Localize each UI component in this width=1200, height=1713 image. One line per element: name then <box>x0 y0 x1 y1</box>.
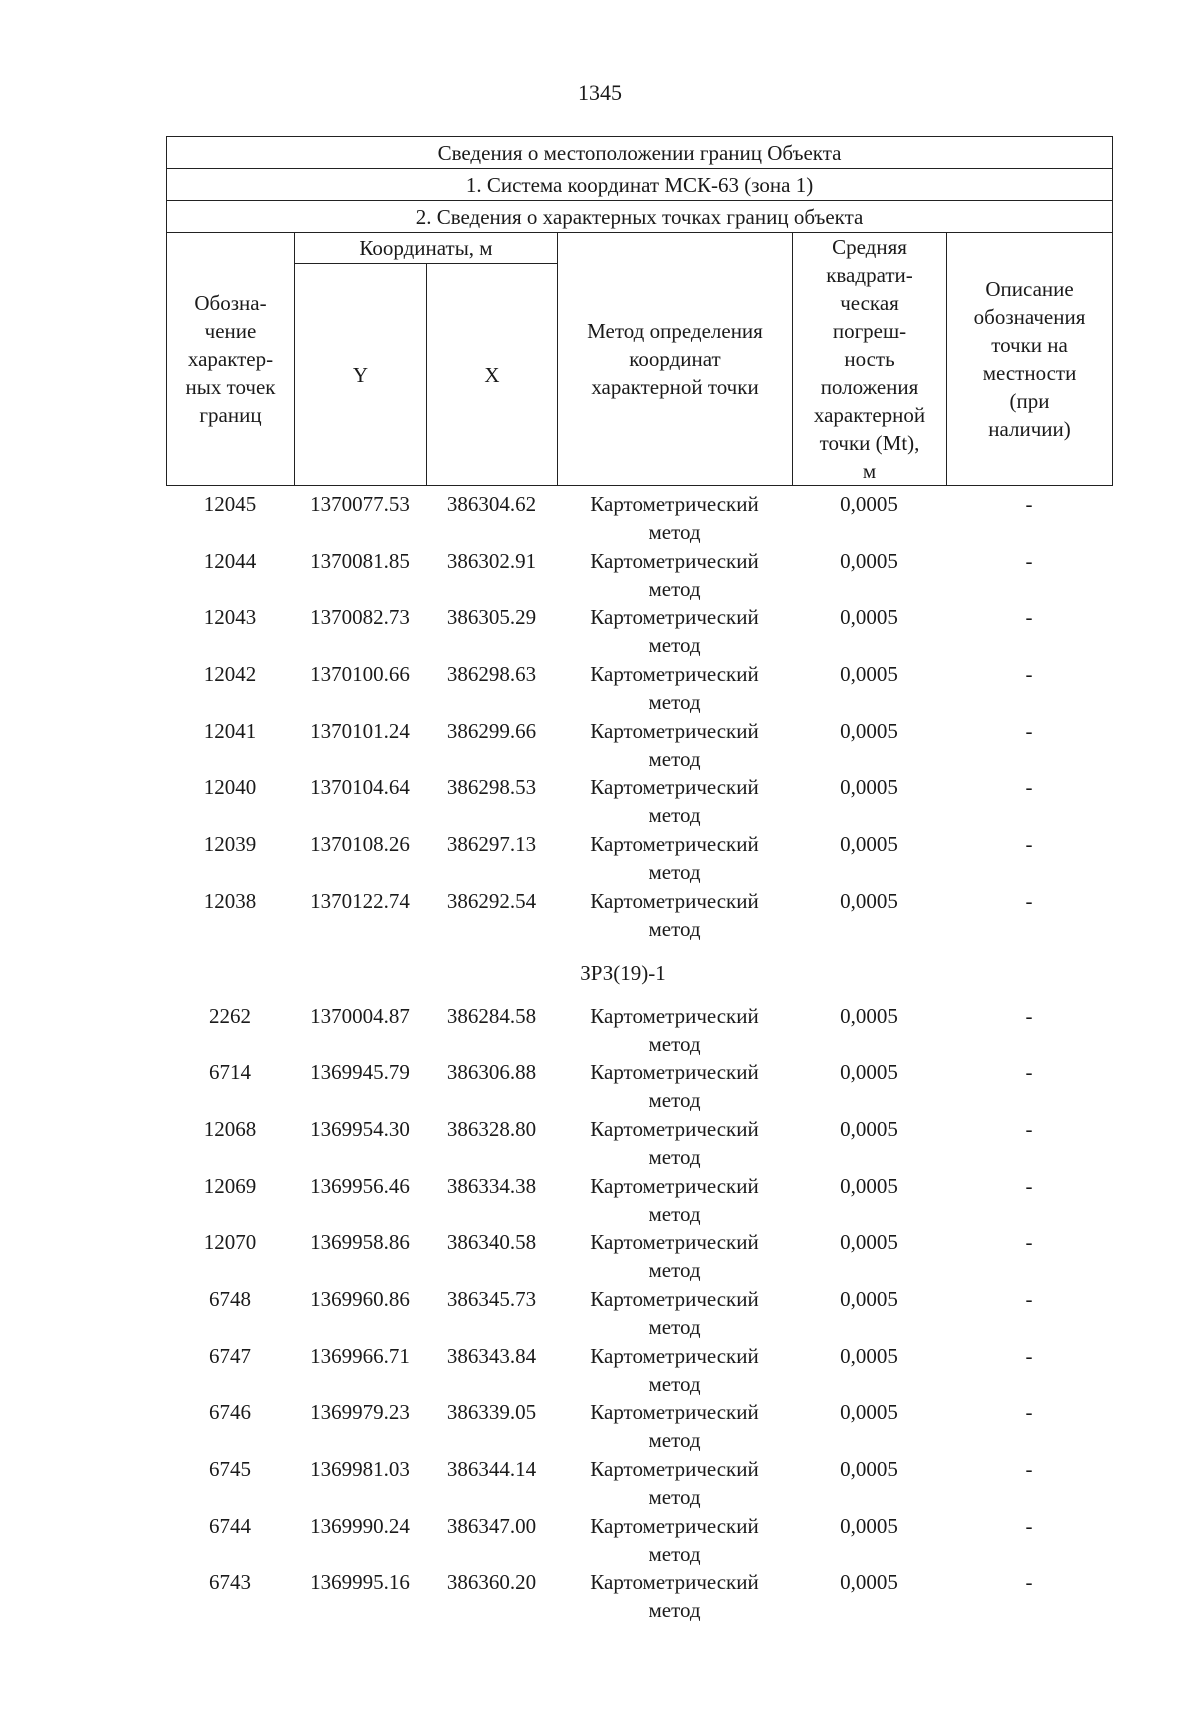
cell-method: Картометрический метод <box>590 775 759 828</box>
cell-coord-y: 1369960.86 <box>310 1286 410 1311</box>
col-header-y: Y <box>295 264 427 486</box>
cell-coord-x: 386306.88 <box>446 1060 537 1085</box>
table-row <box>166 490 1112 547</box>
cell-description: - <box>1025 832 1033 857</box>
cell-error: 0,0005 <box>840 1116 898 1141</box>
col-header-error: Средняя квадрати- ческая погреш- ность положения характерной точки (Mt), м <box>793 233 947 486</box>
cell-method: Картометрический метод <box>590 1116 759 1169</box>
cell-coord-y: 1369945.79 <box>310 1060 410 1085</box>
cell-coord-y: 1369981.03 <box>310 1457 410 1481</box>
cell-coord-x: 386299.66 <box>446 718 537 743</box>
table-row <box>166 1115 1112 1172</box>
cell-method: Картометрический метод <box>590 1286 759 1339</box>
cell-point-id: 6744 <box>209 1513 251 1538</box>
cell-description: - <box>1025 1513 1033 1538</box>
cell-point-id: 12040 <box>203 775 257 800</box>
col-header-method: Метод определения координат характерной точки <box>558 233 793 486</box>
cell-coord-x: 386340.58 <box>446 1230 537 1255</box>
cell-coord-x: 386347.00 <box>446 1513 537 1538</box>
cell-coord-y: 1369956.46 <box>310 1173 410 1198</box>
cell-point-id: 12044 <box>203 548 257 573</box>
table-subtitle: 2. Сведения о характерных точках границ объекта <box>167 201 1113 233</box>
cell-coord-y: 1370077.53 <box>310 492 410 516</box>
cell-coord-x: 386297.13 <box>446 832 537 857</box>
cell-method: Картометрический метод <box>590 1060 759 1113</box>
cell-error: 0,0005 <box>840 1400 898 1425</box>
table-row <box>166 603 1112 660</box>
cell-description: - <box>1025 662 1033 687</box>
cell-error: 0,0005 <box>840 548 898 573</box>
cell-error: 0,0005 <box>840 662 898 687</box>
cell-coord-x: 386344.14 <box>446 1457 537 1481</box>
cell-method: Картометрический метод <box>590 662 759 715</box>
table-row <box>166 1342 1112 1399</box>
cell-error: 0,0005 <box>840 1230 898 1255</box>
cell-description: - <box>1025 775 1033 800</box>
table-body <box>166 490 1112 1625</box>
table-row <box>166 1172 1112 1229</box>
cell-point-id: 6714 <box>209 1060 251 1085</box>
cell-error: 0,0005 <box>840 1513 898 1538</box>
cell-coord-x: 386302.91 <box>446 548 537 573</box>
cell-method: Картометрический метод <box>590 832 759 885</box>
cell-description: - <box>1025 1457 1033 1481</box>
cell-description: - <box>1025 1003 1033 1028</box>
cell-error: 0,0005 <box>840 1003 898 1028</box>
cell-coord-y: 1369958.86 <box>310 1230 410 1255</box>
cell-point-id: 6747 <box>209 1343 251 1368</box>
cell-coord-y: 1370101.24 <box>310 718 410 743</box>
table-row <box>166 717 1112 774</box>
cell-coord-y: 1370104.64 <box>310 775 410 800</box>
cell-coord-x: 386298.63 <box>446 662 537 687</box>
group-2-rows <box>166 1002 1112 1626</box>
cell-point-id: 12069 <box>203 1173 257 1198</box>
table-row <box>166 1058 1112 1115</box>
cell-point-id: 6743 <box>209 1570 251 1595</box>
cell-coord-x: 386360.20 <box>446 1570 537 1595</box>
col-header-x: X <box>427 264 558 486</box>
cell-coord-y: 1370082.73 <box>310 605 410 630</box>
cell-coord-y: 1370100.66 <box>310 662 410 687</box>
cell-description: - <box>1025 888 1033 913</box>
cell-error: 0,0005 <box>840 1457 898 1481</box>
col-header-desc: Описание обозначения точки на местности (при наличии) <box>947 233 1113 486</box>
cell-coord-x: 386292.54 <box>446 888 537 913</box>
cell-description: - <box>1025 1230 1033 1255</box>
cell-method: Картометрический метод <box>590 1400 759 1453</box>
cell-description: - <box>1025 1570 1033 1595</box>
cell-point-id: 6745 <box>209 1457 251 1481</box>
col-header-id: Обозна- чение характер- ных точек границ <box>167 233 295 486</box>
cell-error: 0,0005 <box>840 1286 898 1311</box>
cell-method: Картометрический метод <box>590 1343 759 1396</box>
cell-coord-y: 1370081.85 <box>310 548 410 573</box>
table-row <box>166 1455 1112 1512</box>
cell-point-id: 6746 <box>209 1400 251 1425</box>
cell-description: - <box>1025 1116 1033 1141</box>
cell-point-id: 12042 <box>203 662 257 687</box>
cell-description: - <box>1025 1400 1033 1425</box>
cell-point-id: 12068 <box>203 1116 257 1141</box>
table-row <box>166 1398 1112 1455</box>
cell-point-id: 12043 <box>203 605 257 630</box>
cell-method: Картометрический метод <box>590 605 759 658</box>
cell-description: - <box>1025 1286 1033 1311</box>
table-row <box>166 1228 1112 1285</box>
cell-error: 0,0005 <box>840 775 898 800</box>
cell-coord-y: 1369979.23 <box>310 1400 410 1425</box>
cell-error: 0,0005 <box>840 1570 898 1595</box>
cell-coord-y: 1370004.87 <box>310 1003 410 1028</box>
cell-error: 0,0005 <box>840 492 898 516</box>
cell-point-id: 2262 <box>209 1003 251 1028</box>
cell-error: 0,0005 <box>840 1060 898 1085</box>
cell-point-id: 12039 <box>203 832 257 857</box>
table-row <box>166 1512 1112 1569</box>
cell-point-id: 6748 <box>209 1286 251 1311</box>
table-row <box>166 773 1112 830</box>
section-label: ЗРЗ(19)-1 <box>580 960 666 985</box>
table-title: Сведения о местоположении границ Объекта <box>167 137 1113 169</box>
cell-coord-x: 386328.80 <box>446 1116 537 1141</box>
coordinate-system: 1. Система координат МСК-63 (зона 1) <box>167 169 1113 201</box>
cell-method: Картометрический метод <box>590 718 759 771</box>
cell-method: Картометрический метод <box>590 1173 759 1226</box>
cell-error: 0,0005 <box>840 1343 898 1368</box>
cell-method: Картометрический метод <box>590 1457 759 1509</box>
cell-method: Картометрический метод <box>590 1570 759 1623</box>
cell-coord-y: 1369990.24 <box>310 1513 410 1538</box>
cell-point-id: 12038 <box>203 888 257 913</box>
table-row <box>166 547 1112 604</box>
cell-coord-x: 386343.84 <box>446 1343 537 1368</box>
cell-point-id: 12041 <box>203 718 257 743</box>
cell-method: Картометрический метод <box>590 1230 759 1283</box>
cell-method: Картометрический метод <box>590 1513 759 1566</box>
cell-coord-y: 1369995.16 <box>310 1570 410 1595</box>
cell-method: Картометрический метод <box>590 492 759 544</box>
cell-description: - <box>1025 718 1033 743</box>
table-row <box>166 1285 1112 1342</box>
cell-coord-y: 1370108.26 <box>310 832 410 857</box>
table-row <box>166 1002 1112 1059</box>
cell-error: 0,0005 <box>840 1173 898 1198</box>
cell-coord-x: 386305.29 <box>446 605 537 630</box>
cell-coord-x: 386339.05 <box>446 1400 537 1425</box>
cell-description: - <box>1025 1173 1033 1198</box>
cell-coord-y: 1369966.71 <box>310 1343 410 1368</box>
cell-point-id: 12045 <box>203 492 257 516</box>
table-row <box>166 830 1112 887</box>
cell-point-id: 12070 <box>203 1230 257 1255</box>
col-header-coords: Координаты, м <box>295 233 558 264</box>
table-row <box>166 1568 1112 1625</box>
cell-description: - <box>1025 1343 1033 1368</box>
cell-method: Картометрический метод <box>590 1003 759 1056</box>
table-row <box>166 660 1112 717</box>
cell-error: 0,0005 <box>840 888 898 913</box>
cell-description: - <box>1025 548 1033 573</box>
cell-error: 0,0005 <box>840 605 898 630</box>
cell-coord-x: 386284.58 <box>446 1003 537 1028</box>
cell-error: 0,0005 <box>840 718 898 743</box>
cell-description: - <box>1025 1060 1033 1085</box>
cell-coord-x: 386345.73 <box>446 1286 537 1311</box>
cell-method: Картометрический метод <box>590 888 759 941</box>
cell-coord-y: 1370122.74 <box>310 888 410 913</box>
page-number: 1345 <box>578 80 622 105</box>
table-row <box>166 887 1112 944</box>
cell-description: - <box>1025 605 1033 630</box>
table-header <box>166 136 1112 486</box>
header-grid <box>166 136 1113 486</box>
cell-description: - <box>1025 492 1033 516</box>
cell-coord-x: 386304.62 <box>446 492 537 516</box>
group-1-rows <box>166 490 1112 944</box>
cell-coord-x: 386334.38 <box>446 1173 537 1198</box>
cell-method: Картометрический метод <box>590 548 759 601</box>
cell-coord-x: 386298.53 <box>446 775 537 800</box>
cell-coord-y: 1369954.30 <box>310 1116 410 1141</box>
cell-error: 0,0005 <box>840 832 898 857</box>
